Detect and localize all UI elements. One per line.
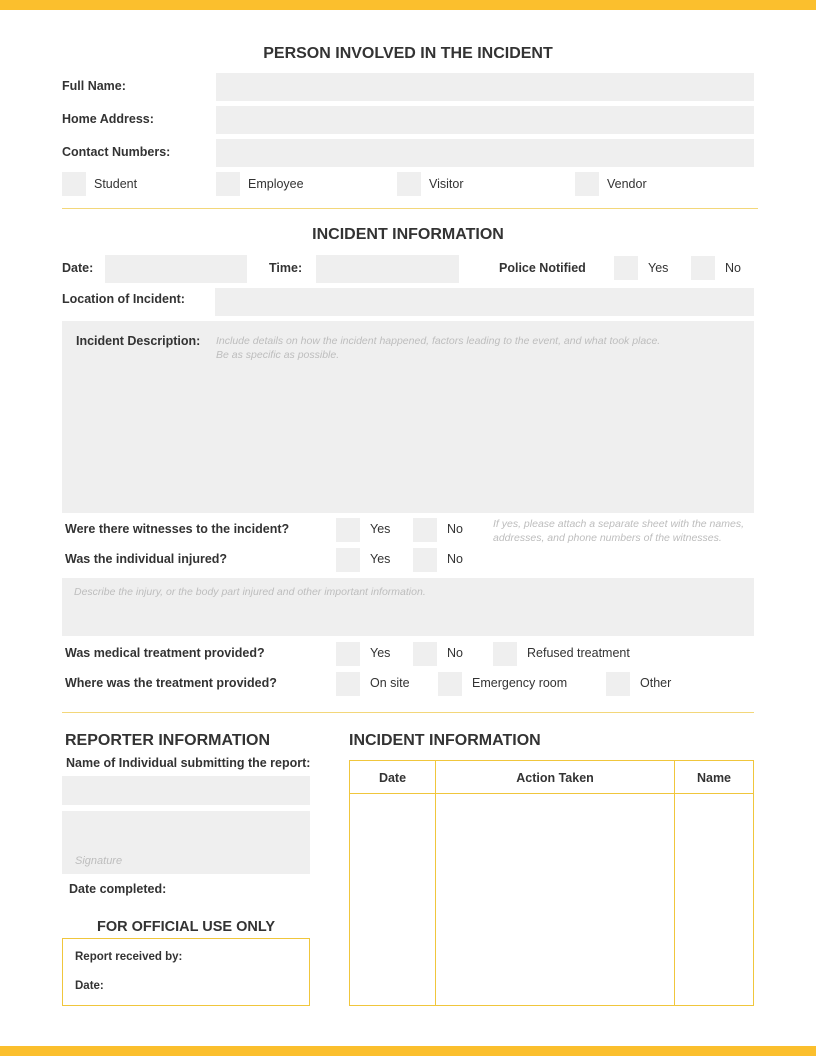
vendor-option-label: Vendor bbox=[607, 177, 647, 191]
witnesses-yes-checkbox[interactable] bbox=[336, 518, 360, 542]
location-field[interactable] bbox=[215, 288, 754, 316]
incident-description-hint-line1: Include details on how the incident happened, factors leading to the event, and what took place. bbox=[216, 335, 661, 347]
police-no-label: No bbox=[725, 261, 741, 275]
reporter-section-title: REPORTER INFORMATION bbox=[65, 732, 271, 749]
table-cell-name[interactable] bbox=[675, 794, 753, 1005]
incident-section-title: INCIDENT INFORMATION bbox=[312, 226, 504, 243]
student-option-label: Student bbox=[94, 177, 138, 191]
person-section-title: PERSON INVOLVED IN THE INCIDENT bbox=[263, 45, 553, 62]
home-address-label: Home Address: bbox=[62, 112, 154, 126]
incident-description-hint-line2: Be as specific as possible. bbox=[216, 349, 340, 361]
other-location-label: Other bbox=[640, 676, 672, 690]
employee-checkbox[interactable] bbox=[216, 172, 240, 196]
action-table bbox=[349, 760, 754, 1006]
location-label: Location of Incident: bbox=[62, 292, 185, 306]
injured-label: Was the individual injured? bbox=[65, 552, 228, 566]
time-field[interactable] bbox=[316, 255, 459, 283]
contact-numbers-field[interactable] bbox=[216, 139, 754, 167]
treatment-refused-label: Refused treatment bbox=[527, 646, 630, 660]
student-checkbox[interactable] bbox=[62, 172, 86, 196]
police-yes-label: Yes bbox=[648, 261, 669, 275]
table-cell-date[interactable] bbox=[350, 794, 435, 1005]
full-name-label: Full Name: bbox=[62, 79, 126, 93]
witnesses-label: Were there witnesses to the incident? bbox=[65, 522, 290, 536]
action-section-title: INCIDENT INFORMATION bbox=[349, 732, 541, 749]
contact-numbers-label: Contact Numbers: bbox=[62, 145, 171, 159]
treatment-yes-checkbox[interactable] bbox=[336, 642, 360, 666]
date-label: Date: bbox=[62, 261, 94, 275]
incident-description-label: Incident Description: bbox=[76, 334, 201, 348]
witnesses-no-label: No bbox=[447, 522, 463, 536]
treatment-location-label: Where was the treatment provided? bbox=[65, 676, 277, 690]
table-header-name: Name bbox=[696, 771, 732, 785]
full-name-field[interactable] bbox=[216, 73, 754, 101]
witnesses-hint-line1: If yes, please attach a separate sheet with the names, bbox=[493, 518, 744, 530]
report-received-label: Report received by: bbox=[75, 951, 183, 963]
official-use-title: FOR OFFICIAL USE ONLY bbox=[96, 919, 276, 935]
on-site-label: On site bbox=[370, 676, 410, 690]
official-use-box bbox=[62, 938, 310, 1006]
reporter-name-label: Name of Individual submitting the report: bbox=[66, 756, 311, 770]
other-location-checkbox[interactable] bbox=[606, 672, 630, 696]
bottom-accent-bar bbox=[0, 1046, 816, 1056]
time-label: Time: bbox=[269, 261, 303, 275]
home-address-field[interactable] bbox=[216, 106, 754, 134]
section-divider bbox=[62, 208, 758, 209]
injured-no-label: No bbox=[447, 552, 463, 566]
visitor-checkbox[interactable] bbox=[397, 172, 421, 196]
table-cell-action[interactable] bbox=[436, 794, 674, 1005]
emergency-room-checkbox[interactable] bbox=[438, 672, 462, 696]
date-completed-label: Date completed: bbox=[69, 882, 167, 896]
top-accent-bar bbox=[0, 0, 816, 10]
treatment-label: Was medical treatment provided? bbox=[65, 646, 265, 660]
emergency-room-label: Emergency room bbox=[472, 676, 568, 690]
employee-option-label: Employee bbox=[248, 177, 304, 191]
reporter-name-field[interactable] bbox=[62, 776, 310, 805]
witnesses-yes-label: Yes bbox=[370, 522, 391, 536]
section-divider bbox=[62, 712, 754, 713]
treatment-no-label: No bbox=[447, 646, 463, 660]
injured-yes-label: Yes bbox=[370, 552, 391, 566]
witnesses-no-checkbox[interactable] bbox=[413, 518, 437, 542]
signature-hint: Signature bbox=[75, 855, 123, 867]
witnesses-hint-line2: addresses, and phone numbers of the witnesses. bbox=[493, 532, 722, 544]
police-notified-label: Police Notified bbox=[499, 261, 586, 275]
visitor-option-label: Visitor bbox=[429, 177, 464, 191]
injury-description-hint: Describe the injury, or the body part injured and other important information. bbox=[74, 586, 426, 598]
police-yes-checkbox[interactable] bbox=[614, 256, 638, 280]
injured-no-checkbox[interactable] bbox=[413, 548, 437, 572]
on-site-checkbox[interactable] bbox=[336, 672, 360, 696]
police-no-checkbox[interactable] bbox=[691, 256, 715, 280]
treatment-refused-checkbox[interactable] bbox=[493, 642, 517, 666]
treatment-yes-label: Yes bbox=[370, 646, 391, 660]
treatment-no-checkbox[interactable] bbox=[413, 642, 437, 666]
vendor-checkbox[interactable] bbox=[575, 172, 599, 196]
incident-description-field[interactable] bbox=[62, 321, 754, 513]
injured-yes-checkbox[interactable] bbox=[336, 548, 360, 572]
date-field[interactable] bbox=[105, 255, 247, 283]
table-header-date: Date bbox=[378, 771, 407, 785]
table-header-action: Action Taken bbox=[516, 771, 594, 785]
official-date-label: Date: bbox=[75, 980, 104, 992]
